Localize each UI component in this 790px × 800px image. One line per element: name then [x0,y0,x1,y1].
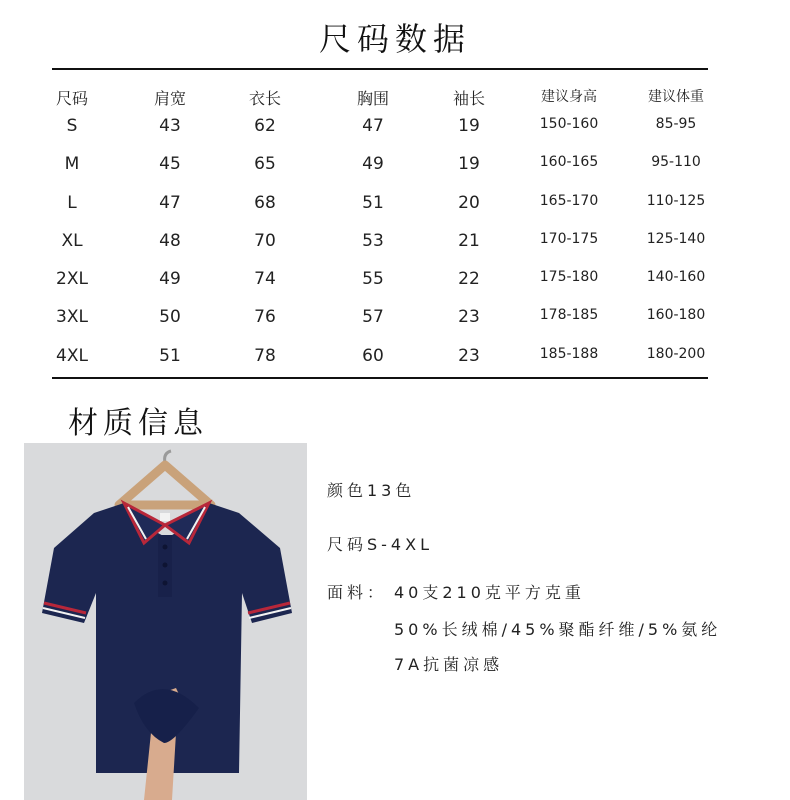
table-cell-height: 160-165 [539,154,599,170]
table-cell-weight: 180-200 [646,346,706,362]
table-cell-chest: 53 [362,231,384,251]
table-cell-height: 170-175 [539,231,599,247]
header-length: 衣长 [248,89,282,108]
table-cell-chest: 60 [362,346,384,366]
table-cell-weight: 125-140 [646,231,706,247]
table-cell-height: 185-188 [539,346,599,362]
table-cell-length: 78 [254,346,276,366]
fabric-feature-text: 7A抗菌凉感 [394,655,504,674]
table-cell-length: 76 [254,307,276,327]
table-cell-sleeve: 19 [458,154,480,174]
table-cell-shoulder: 45 [159,154,181,174]
table-cell-length: 68 [254,193,276,213]
table-cell-shoulder: 50 [159,307,181,327]
table-cell-size: 2XL [56,269,88,289]
table-cell-height: 175-180 [539,269,599,285]
table-cell-chest: 57 [362,307,384,327]
table-cell-weight: 140-160 [646,269,706,285]
table-cell-chest: 55 [362,269,384,289]
table-cell-size: L [67,193,77,213]
table-cell-shoulder: 48 [159,231,181,251]
fabric-label: 面料： [327,583,388,602]
table-cell-weight: 160-180 [646,307,706,323]
table-top-rule [52,68,708,70]
material-section-title: 材质信息 [68,406,208,441]
table-cell-shoulder: 51 [159,346,181,366]
table-cell-weight: 95-110 [651,154,701,170]
table-cell-height: 165-170 [539,193,599,209]
table-cell-length: 70 [254,231,276,251]
table-cell-length: 74 [254,269,276,289]
table-cell-sleeve: 22 [458,269,480,289]
table-cell-height: 150-160 [539,116,599,132]
table-cell-length: 65 [254,154,276,174]
table-cell-sleeve: 23 [458,346,480,366]
color-count-text: 颜色13色 [327,481,416,500]
table-cell-shoulder: 43 [159,116,181,136]
table-cell-height: 178-185 [539,307,599,323]
size-range-text: 尺码S-4XL [327,535,433,554]
header-shoulder: 肩宽 [153,89,187,108]
table-cell-shoulder: 49 [159,269,181,289]
table-cell-weight: 110-125 [646,193,706,209]
header-height: 建议身高 [541,89,597,105]
header-size: 尺码 [55,89,89,108]
fabric-weight-text: 40支210克平方克重 [394,583,585,602]
table-cell-size: S [66,116,78,136]
size-table-title: 尺码数据 [318,20,471,58]
header-weight: 建议体重 [648,89,704,105]
table-cell-sleeve: 21 [458,231,480,251]
table-cell-size: 3XL [56,307,88,327]
polo-shirt-illustration [24,443,307,800]
table-bottom-rule [52,377,708,379]
table-cell-size: XL [61,231,83,251]
table-cell-length: 62 [254,116,276,136]
table-cell-size: M [64,154,80,174]
table-cell-chest: 49 [362,154,384,174]
table-cell-weight: 85-95 [655,116,697,132]
table-cell-chest: 47 [362,116,384,136]
product-photo [24,443,307,800]
header-chest: 胸围 [356,89,390,108]
table-cell-size: 4XL [56,346,88,366]
table-cell-sleeve: 20 [458,193,480,213]
table-cell-sleeve: 19 [458,116,480,136]
fabric-composition-text: 50%长绒棉/45%聚酯纤维/5%氨纶 [394,620,722,639]
table-cell-shoulder: 47 [159,193,181,213]
header-sleeve: 袖长 [452,89,486,108]
table-cell-chest: 51 [362,193,384,213]
table-cell-sleeve: 23 [458,307,480,327]
